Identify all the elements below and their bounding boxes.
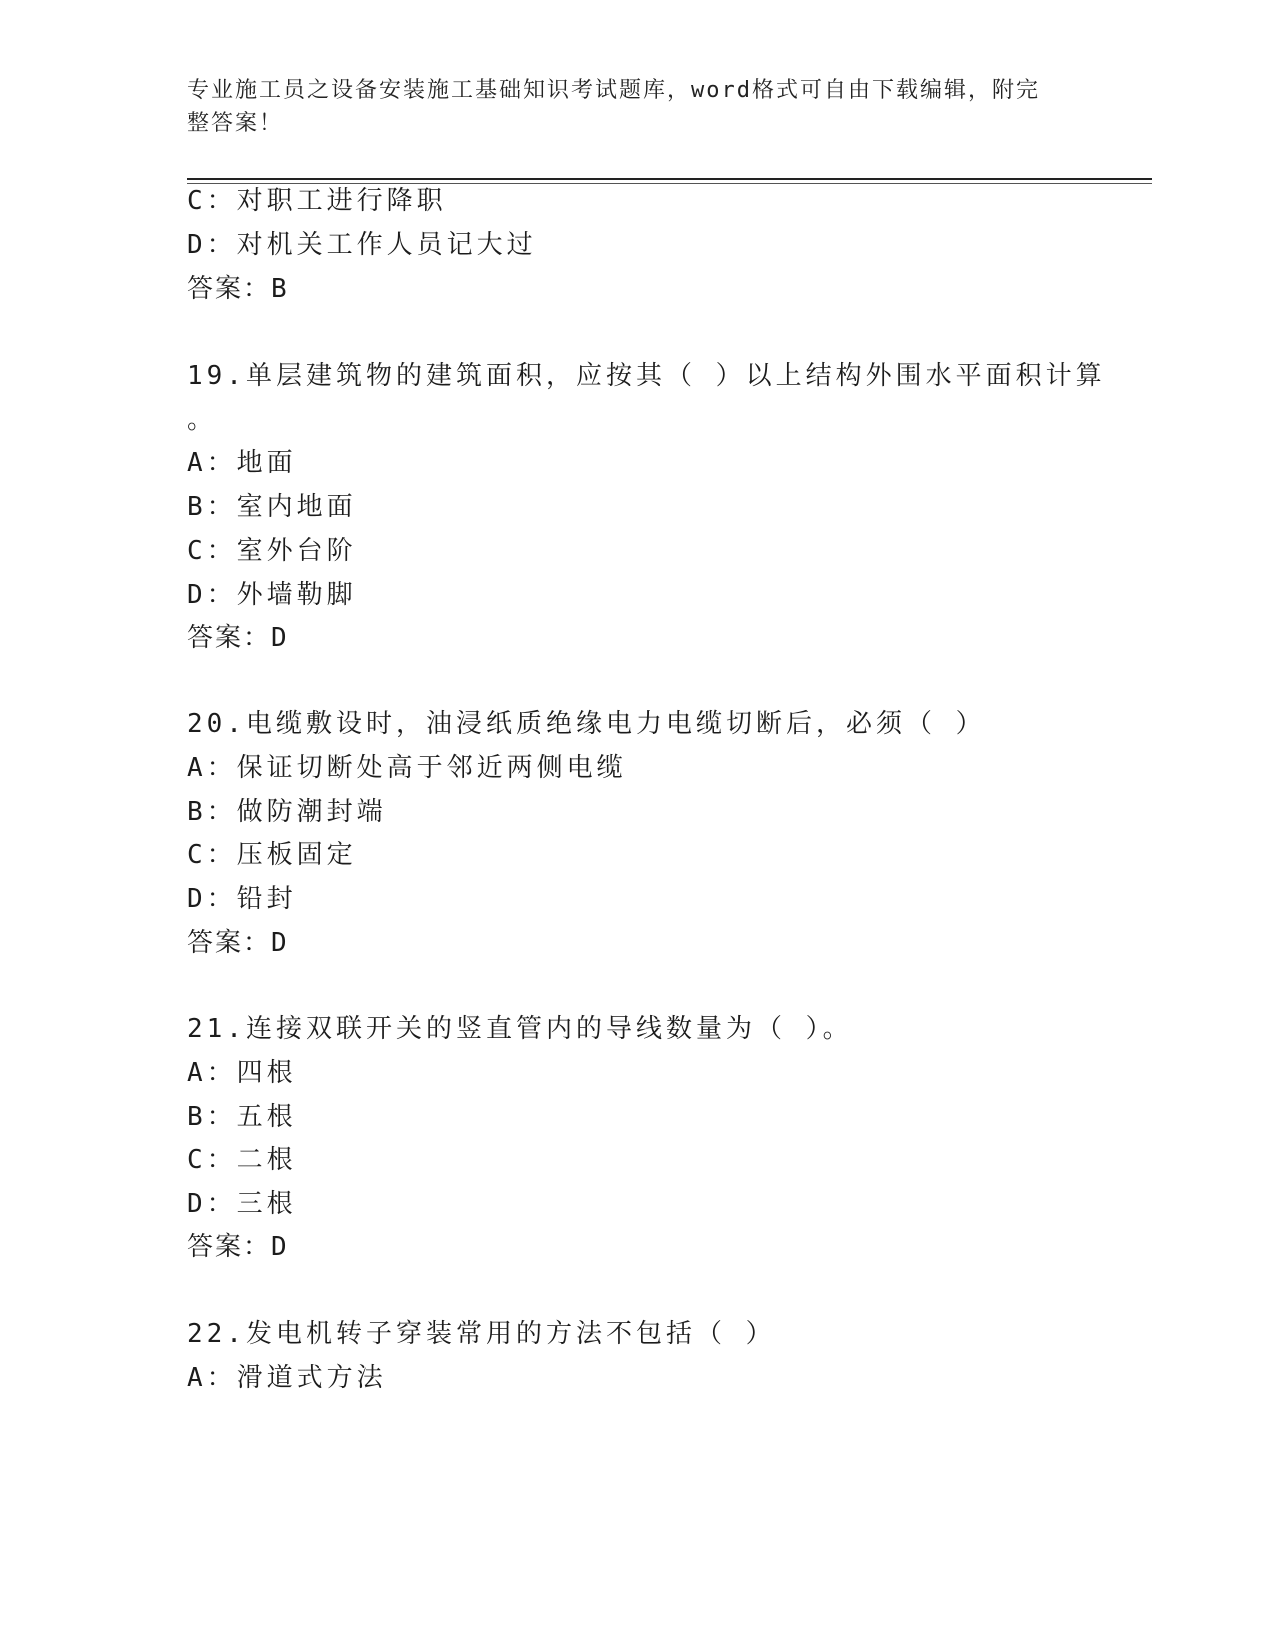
option-line [187,840,357,870]
header-divider-thick [187,178,1152,180]
question-number: 20. [187,709,246,739]
option-key: D： [187,1189,237,1219]
answer-line [187,928,288,958]
question-stem [187,709,986,739]
question-number: 19. [187,361,246,391]
question-text: 单层建筑物的建筑面积，应按其（ ）以上结构外围水平面积计算 [245,361,1106,391]
option-key: B： [187,1102,237,1132]
option-line [187,1189,297,1219]
option-text: 四根 [236,1058,297,1088]
option-line [187,797,387,827]
option-text: 二根 [236,1145,297,1175]
header-line-1: 专业施工员之设备安装施工基础知识考试题库，word格式可自由下载编辑，附完 [187,78,1040,103]
option-line [187,230,537,260]
option-text: 铅封 [236,884,297,914]
option-text: 外墙勒脚 [236,580,357,610]
option-line [187,884,297,914]
option-key: A： [187,753,237,783]
option-line [187,536,357,566]
answer-line [187,1232,288,1262]
answer-label: 答案： [187,928,272,958]
question-stem [187,361,1106,391]
option-key: D： [187,884,237,914]
option-key: A： [187,1363,237,1393]
option-key: C： [187,1145,237,1175]
question-stem-continuation: 。 [187,405,218,435]
option-line [187,753,627,783]
answer-line [187,623,288,653]
option-key: D： [187,580,237,610]
answer-line [187,274,288,304]
option-text: 地面 [236,448,297,478]
question-text: 发电机转子穿装常用的方法不包括（ ） [245,1319,776,1349]
option-text: 室外台阶 [236,536,357,566]
document-header [187,74,1067,140]
question-text: 电缆敷设时，油浸纸质绝缘电力电缆切断后，必须（ ） [245,709,986,739]
option-line [187,1058,297,1088]
option-text: 室内地面 [236,492,357,522]
option-text: 三根 [236,1189,297,1219]
option-line [187,448,297,478]
question-text: 连接双联开关的竖直管内的导线数量为（ ）。 [245,1014,853,1044]
answer-value: B [271,274,288,304]
question-number: 21. [187,1014,246,1044]
answer-label: 答案： [187,1232,272,1262]
option-key: C： [187,186,237,216]
option-key: C： [187,840,237,870]
answer-value: D [271,928,288,958]
option-line [187,1145,297,1175]
option-text: 对机关工作人员记大过 [236,230,537,260]
question-stem [187,1014,853,1044]
option-key: C： [187,536,237,566]
option-text: 保证切断处高于邻近两侧电缆 [236,753,627,783]
header-divider-thin [187,183,1152,184]
option-key: B： [187,797,237,827]
header-line-2: 整答案！ [187,111,284,136]
option-line [187,580,357,610]
option-text: 滑道式方法 [236,1363,387,1393]
option-line [187,1102,297,1132]
answer-label: 答案： [187,623,272,653]
option-line [187,492,357,522]
option-text: 压板固定 [236,840,357,870]
answer-value: D [271,1232,288,1262]
option-key: B： [187,492,237,522]
option-line [187,1363,387,1393]
option-key: A： [187,448,237,478]
option-text: 对职工进行降职 [236,186,447,216]
answer-label: 答案： [187,274,272,304]
answer-value: D [271,623,288,653]
option-text: 五根 [236,1102,297,1132]
option-key: D： [187,230,237,260]
option-key: A： [187,1058,237,1088]
question-number: 22. [187,1319,246,1349]
question-stem [187,1319,776,1349]
option-text: 做防潮封端 [236,797,387,827]
option-line [187,186,447,216]
